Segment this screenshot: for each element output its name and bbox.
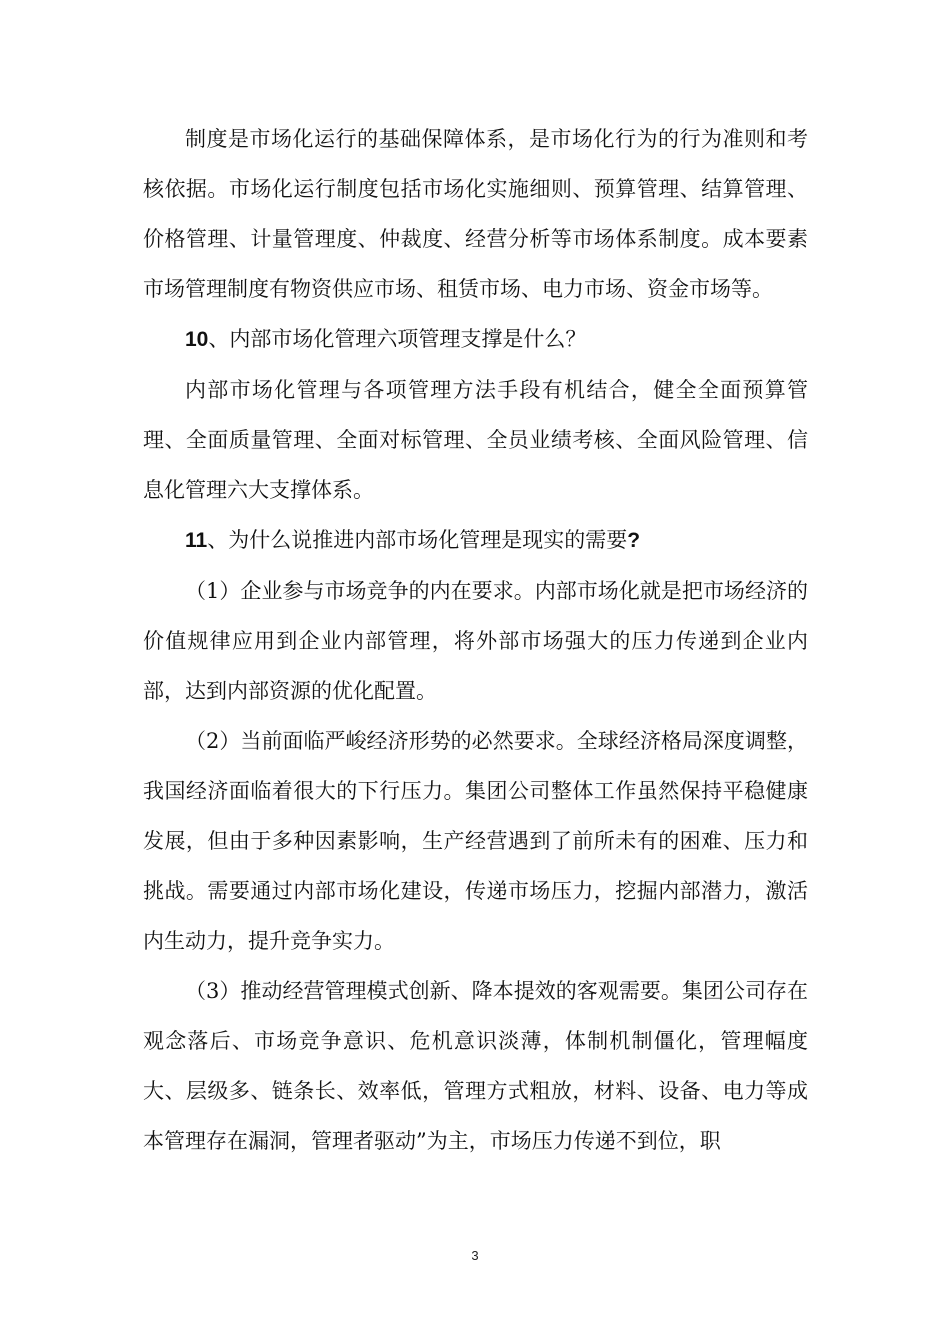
- question-heading-11: [143, 515, 808, 566]
- document-body: [143, 114, 808, 1166]
- question-text: 、内部市场化管理六项管理支撑是什么？: [208, 327, 587, 351]
- paragraph-point-1: （1）企业参与市场竞争的内在要求。内部市场化就是把市场经济的价值规律应用到企业内部管理，将外部市场强大的压力传递到企业内部，达到内部资源的优化配置。: [143, 579, 808, 703]
- question-heading-10: [143, 314, 808, 365]
- page-number: 3: [471, 1248, 479, 1263]
- question-number: 10: [185, 328, 209, 351]
- paragraph-six-supports: 内部市场化管理与各项管理方法手段有机结合，健全全面预算管理、全面质量管理、全面对标管理、全员业绩考核、全面风险管理、信息化管理六大支撑体系。: [143, 378, 808, 502]
- question-text: 、为什么说推进内部市场化管理是现实的需要: [207, 528, 628, 552]
- paragraph-point-3: （3）推动经营管理模式创新、降本提效的客观需要。集团公司存在观念落后、市场竞争意识、危机意识淡薄，体制机制僵化，管理幅度大、层级多、链条长、效率低，管理方式粗放，材料、设备、电力等成本管理存在漏洞，管理者驱动”为主，市场压力传递不到位，职: [143, 979, 808, 1153]
- question-mark: ?: [627, 529, 641, 552]
- paragraph-institution: 制度是市场化运行的基础保障体系，是市场化行为的行为准则和考核依据。市场化运行制度包括市场化实施细则、预算管理、结算管理、价格管理、计量管理度、仲裁度、经营分析等市场体系制度。成本要素市场管理制度有物资供应市场、租赁市场、电力市场、资金市场等。: [143, 127, 808, 301]
- paragraph-point-2: （2）当前面临严峻经济形势的必然要求。全球经济格局深度调整，我国经济面临着很大的下行压力。集团公司整体工作虽然保持平稳健康发展，但由于多种因素影响，生产经营遇到了前所未有的困难、压力和挑战。需要通过内部市场化建设，传递市场压力，挖掘内部潜力，激活内生动力，提升竞争实力。: [143, 729, 808, 953]
- question-number: 11: [185, 529, 208, 552]
